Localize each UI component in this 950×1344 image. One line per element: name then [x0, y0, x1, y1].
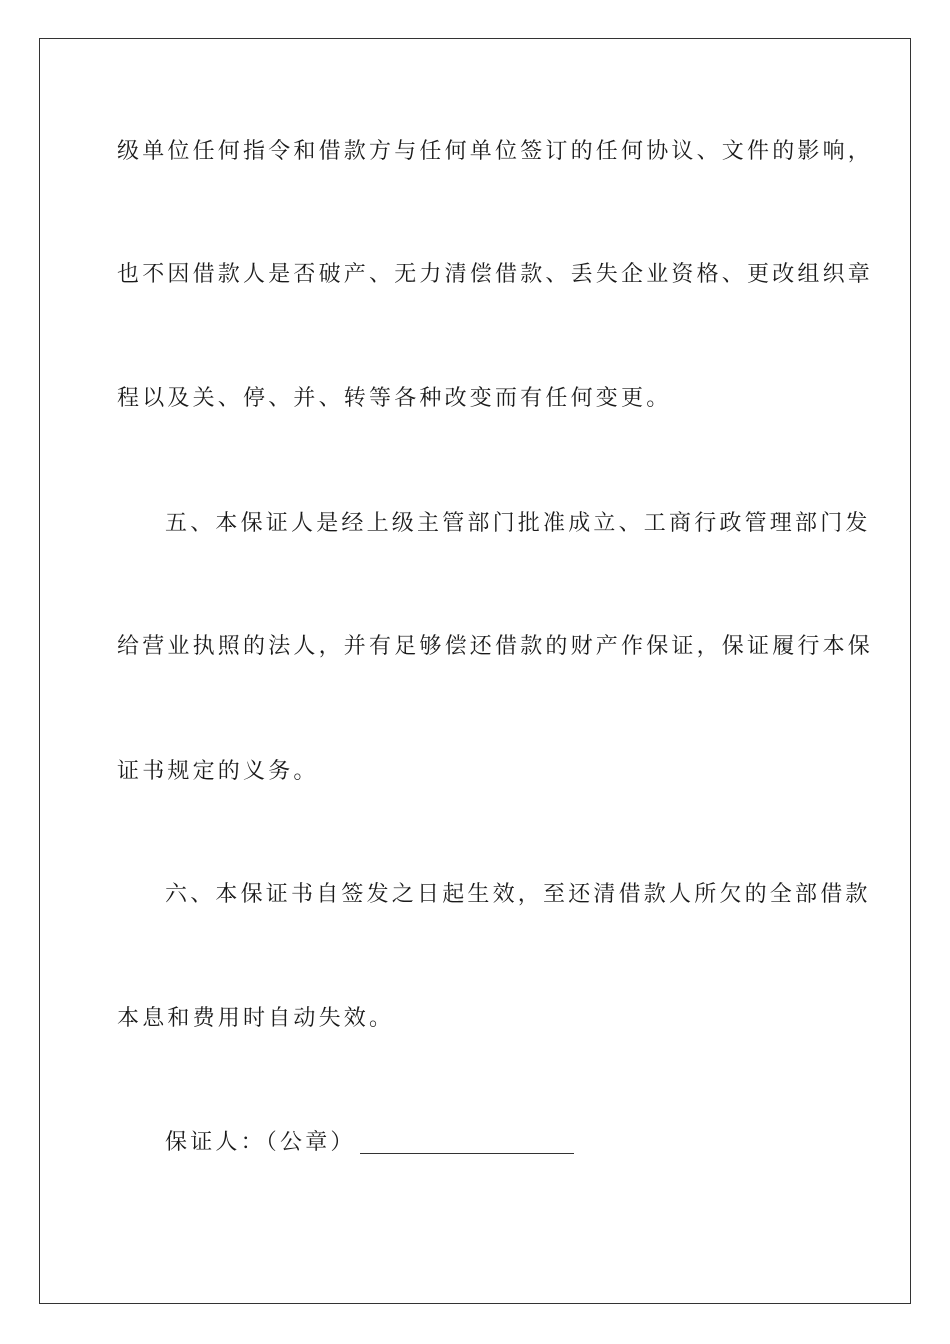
page-frame: [39, 38, 911, 1304]
signature-label: 保证人：（公章）: [165, 1130, 356, 1155]
text-line-5: 给营业执照的法人，并有足够偿还借款的财产作保证，保证履行本保: [117, 634, 874, 659]
text-line-2: 也不因借款人是否破产、无力清偿借款、丢失企业资格、更改组织章: [117, 262, 874, 287]
text-line-4: 五、本保证人是经上级主管部门批准成立、工商行政管理部门发: [165, 511, 871, 536]
signature-blank-line: [360, 1152, 574, 1154]
text-line-6: 证书规定的义务。: [117, 759, 319, 784]
text-line-7: 六、本保证书自签发之日起生效，至还清借款人所欠的全部借款: [165, 882, 871, 907]
text-line-8: 本息和费用时自动失效。: [117, 1006, 395, 1031]
signature-row: [165, 1128, 574, 1158]
text-line-3: 程以及关、停、并、转等各种改变而有任何变更。: [117, 386, 672, 411]
text-line-1: 级单位任何指令和借款方与任何单位签订的任何协议、文件的影响，: [117, 139, 874, 164]
